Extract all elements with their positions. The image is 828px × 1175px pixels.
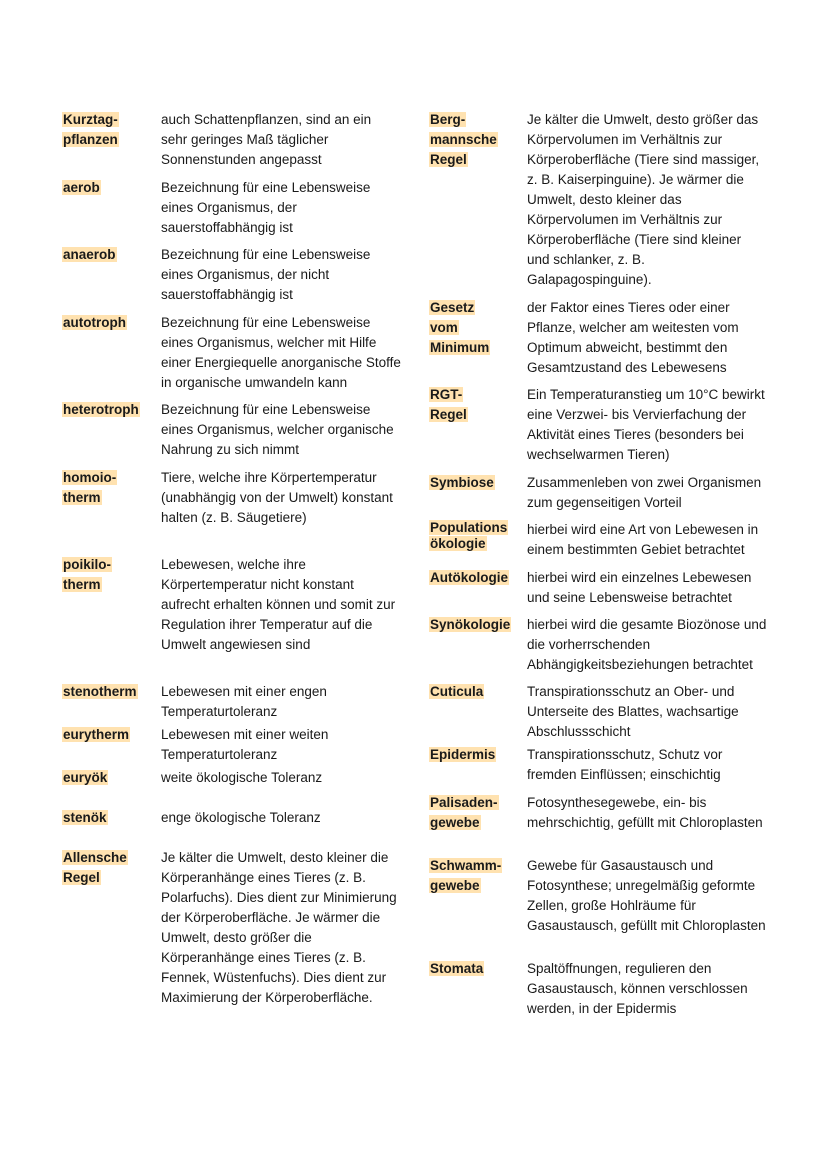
term: heterotroph bbox=[63, 402, 139, 417]
term: Schwamm- gewebe bbox=[430, 858, 502, 893]
definition: weite ökologische Toleranz bbox=[161, 770, 323, 785]
definition: Bezeichnung für eine Lebensweise eines Organismus, welcher organische Nahrung zu sich nimmt bbox=[161, 402, 394, 457]
term: Allensche Regel bbox=[63, 850, 127, 885]
definition: Lebewesen mit einer engen Temperaturtoleranz bbox=[161, 684, 327, 719]
definition: Lebewesen mit einer weiten Temperaturtoleranz bbox=[161, 727, 329, 762]
term: Synökologie bbox=[430, 617, 511, 632]
definition: hierbei wird eine Art von Lebewesen in einem bestimmten Gebiet betrachtet bbox=[527, 522, 759, 557]
definition: Transpirationsschutz an Ober- und Unterseite des Blattes, wachsartige Abschlussschicht bbox=[527, 684, 739, 739]
definition: hierbei wird die gesamte Biozönose und die vorherrschenden Abhängigkeitsbeziehungen betrachtet bbox=[527, 617, 767, 672]
definition: Je kälter die Umwelt, desto größer das Körpervolumen im Verhältnis zur Körperoberfläche (Tiere sind massiger, z. B. Kaiserpinguine). Je wärmer die Umwelt, desto kleiner das Körpervolumen im Verhältnis zur Körperoberfläche (Tiere sind kleiner und schlanker, z. B. Galapagospinguine). bbox=[527, 112, 760, 287]
term: stenök bbox=[63, 810, 107, 825]
definition: Tiere, welche ihre Körpertemperatur (unabhängig von der Umwelt) konstant halten (z. B. Säugetiere) bbox=[161, 470, 393, 525]
term: Stomata bbox=[430, 961, 484, 976]
definition: Fotosynthesegewebe, ein- bis mehrschichtig, gefüllt mit Chloroplasten bbox=[527, 795, 763, 830]
term: Epidermis bbox=[430, 747, 496, 762]
term: Autökologie bbox=[430, 570, 508, 585]
definition: Bezeichnung für eine Lebensweise eines Organismus, welcher mit Hilfe einer Energiequelle anorganische Stoffe in organische umwandeln kann bbox=[161, 315, 401, 390]
term: Symbiose bbox=[430, 475, 494, 490]
term: anaerob bbox=[63, 247, 116, 262]
term: aerob bbox=[63, 180, 100, 195]
definition: Lebewesen, welche ihre Körpertemperatur nicht konstant aufrecht erhalten können und somit zur Regulation ihrer Temperatur auf die Umwelt angewiesen sind bbox=[161, 557, 396, 652]
term: Cuticula bbox=[430, 684, 484, 699]
term: Berg- mannsche Regel bbox=[430, 112, 497, 167]
term: poikilo- therm bbox=[63, 557, 111, 592]
definition: auch Schattenpflanzen, sind an ein sehr geringes Maß täglicher Sonnenstunden angepasst bbox=[161, 112, 372, 167]
definition: Bezeichnung für eine Lebensweise eines Organismus, der nicht sauerstoffabhängig ist bbox=[161, 247, 371, 302]
definition: Ein Temperaturanstieg um 10°C bewirkt eine Verzwei- bis Vervierfachung der Aktivität eines Tieres (besonders bei wechselwarmen Tieren) bbox=[527, 387, 765, 462]
term: homoio- therm bbox=[63, 470, 117, 505]
term: euryök bbox=[63, 770, 108, 785]
definition: Transpirationsschutz, Schutz vor fremden Einflüssen; einschichtig bbox=[527, 747, 723, 782]
definition: Je kälter die Umwelt, desto kleiner die Körperanhänge eines Tieres (z. B. Polarfuchs). Dies dient zur Minimierung der Körperoberfläche. Je wärmer die Umwelt, desto größer die Körperanhänge eines Tieres (z. B. Fennek, Wüstenfuchs). Dies dient zur Maximierung der Körperoberfläche. bbox=[161, 850, 397, 1005]
term: autotroph bbox=[63, 315, 126, 330]
definition: Spaltöffnungen, regulieren den Gasaustausch, können verschlossen werden, in der Epidermis bbox=[527, 961, 748, 1016]
term: Kurztag- pflanzen bbox=[63, 112, 118, 147]
term: Populations ökologie bbox=[430, 520, 508, 551]
term: Palisaden- gewebe bbox=[430, 795, 498, 830]
definition: Gewebe für Gasaustausch und Fotosynthese; unregelmäßig geformte Zellen, große Hohlräume für Gasaustausch, gefüllt mit Chloroplasten bbox=[527, 858, 766, 933]
term: stenotherm bbox=[63, 684, 137, 699]
definition: der Faktor eines Tieres oder einer Pflanze, welcher am weitesten vom Optimum abweicht, bestimmt den Gesamtzustand des Lebewesens bbox=[527, 300, 739, 375]
definition: Zusammenleben von zwei Organismen zum gegenseitigen Vorteil bbox=[527, 475, 762, 510]
term: Gesetz vom Minimum bbox=[430, 300, 490, 355]
definition: enge ökologische Toleranz bbox=[161, 810, 321, 825]
term: RGT- Regel bbox=[430, 387, 467, 422]
definition: Bezeichnung für eine Lebensweise eines Organismus, der sauerstoffabhängig ist bbox=[161, 180, 371, 235]
definition: hierbei wird ein einzelnes Lebewesen und seine Lebensweise betrachtet bbox=[527, 570, 752, 605]
term: eurytherm bbox=[63, 727, 130, 742]
